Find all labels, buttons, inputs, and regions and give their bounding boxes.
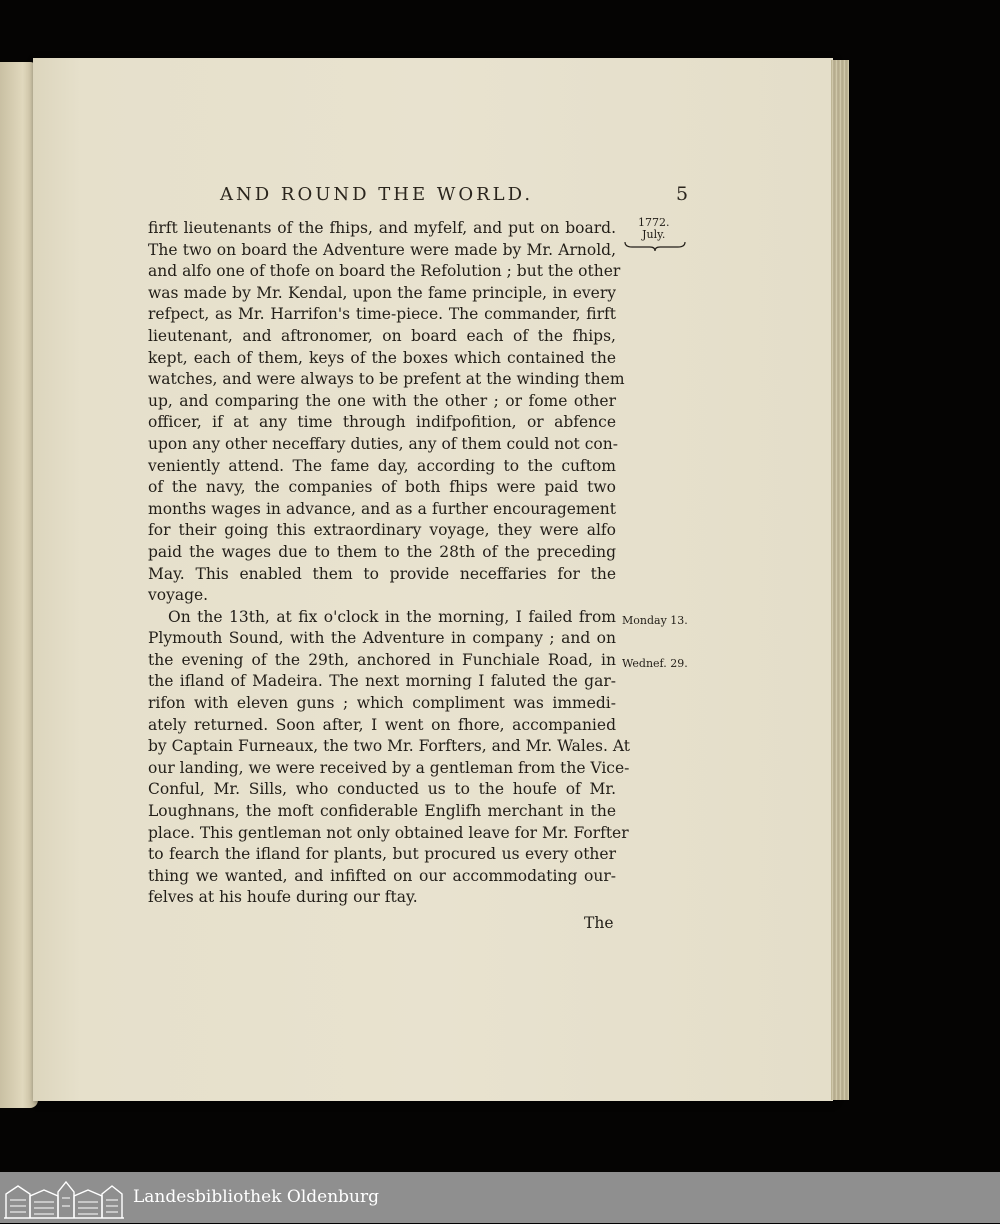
brace-icon — [624, 240, 686, 255]
body-text — [148, 218, 631, 909]
text-line: watches, and were always to be prefent at the winding them — [148, 370, 625, 389]
library-building-logo — [4, 1176, 124, 1220]
text-line: by Captain Furneaux, the two Mr. Forfters, and Mr. Wales. At — [148, 737, 631, 756]
text-line: place. This gentleman not only obtained leave for Mr. Forfter — [148, 823, 629, 842]
text-line: The two on board the Adventure were made by Mr. Arnold, — [148, 240, 616, 259]
text-line: felves at his houfe during our ftay. — [148, 888, 418, 907]
text-line: firft lieutenants of the fhips, and myfelf, and put on board. — [148, 219, 616, 237]
text-line: thing we wanted, and infifted on our accommodating our- — [148, 866, 616, 885]
text-line: of the navy, the companies of both fhips were paid two — [148, 478, 616, 497]
text-line: was made by Mr. Kendal, upon the fame principle, in every — [148, 283, 616, 302]
text-line: ately returned. Soon after, I went on fhore, accompanied — [148, 715, 616, 734]
text-line: the evening of the 29th, anchored in Funchiale Road, in — [148, 650, 616, 669]
text-line: veniently attend. The fame day, according to the cuftom — [148, 456, 616, 475]
page-number: 5 — [676, 183, 689, 205]
text-line: our landing, we were received by a gentleman from the Vice- — [148, 758, 630, 777]
margin-note-date — [638, 217, 670, 241]
text-line: and alfo one of thofe on board the Refolution ; but the other — [148, 262, 621, 281]
running-head: AND ROUND THE WORLD. — [220, 184, 534, 205]
text-line: voyage. — [148, 586, 209, 605]
margin-note-monday: Monday 13. — [622, 614, 688, 627]
text-line: officer, if at any time through indifpofition, or abfence — [148, 413, 616, 432]
margin-note-year: 1772. — [638, 216, 670, 229]
text-line: up, and comparing the one with the other ; or fome other — [148, 391, 616, 410]
text-line: rifon with eleven guns ; which compliment was immedi- — [148, 694, 616, 713]
text-line: Plymouth Sound, with the Adventure in company ; and on — [148, 629, 616, 648]
margin-note-wednesday: Wednef. 29. — [622, 657, 688, 670]
text-line: upon any other neceffary duties, any of them could not con- — [148, 434, 618, 453]
text-line: to fearch the ifland for plants, but procured us every other — [148, 845, 616, 864]
text-line: paid the wages due to them to the 28th of the preceding — [148, 542, 616, 561]
text-line: On the 13th, at fix o'clock in the morning, I failed from — [168, 607, 616, 626]
text-line: months wages in advance, and as a further encouragement — [148, 499, 616, 518]
catchword: The — [584, 914, 614, 932]
margin-note-month: July. — [642, 228, 666, 241]
text-line: the ifland of Madeira. The next morning I faluted the gar- — [148, 672, 616, 691]
text-line: Conful, Mr. Sills, who conducted us to the houfe of Mr. — [148, 780, 616, 799]
library-name: Landesbibliothek Oldenburg — [133, 1187, 380, 1207]
text-line: May. This enabled them to provide neceffaries for the — [148, 564, 616, 583]
footer-bar — [0, 1172, 1000, 1223]
text-line: lieutenant, and aftronomer, on board each of the fhips, — [148, 326, 616, 345]
text-line: for their going this extraordinary voyage, they were alfo — [148, 521, 616, 540]
text-line: kept, each of them, keys of the boxes which contained the — [148, 348, 616, 367]
text-line: refpect, as Mr. Harrifon's time-piece. The commander, firft — [148, 305, 616, 324]
text-line: Loughnans, the moft confiderable Englifh merchant in the — [148, 802, 616, 821]
page-edges — [831, 60, 849, 1100]
